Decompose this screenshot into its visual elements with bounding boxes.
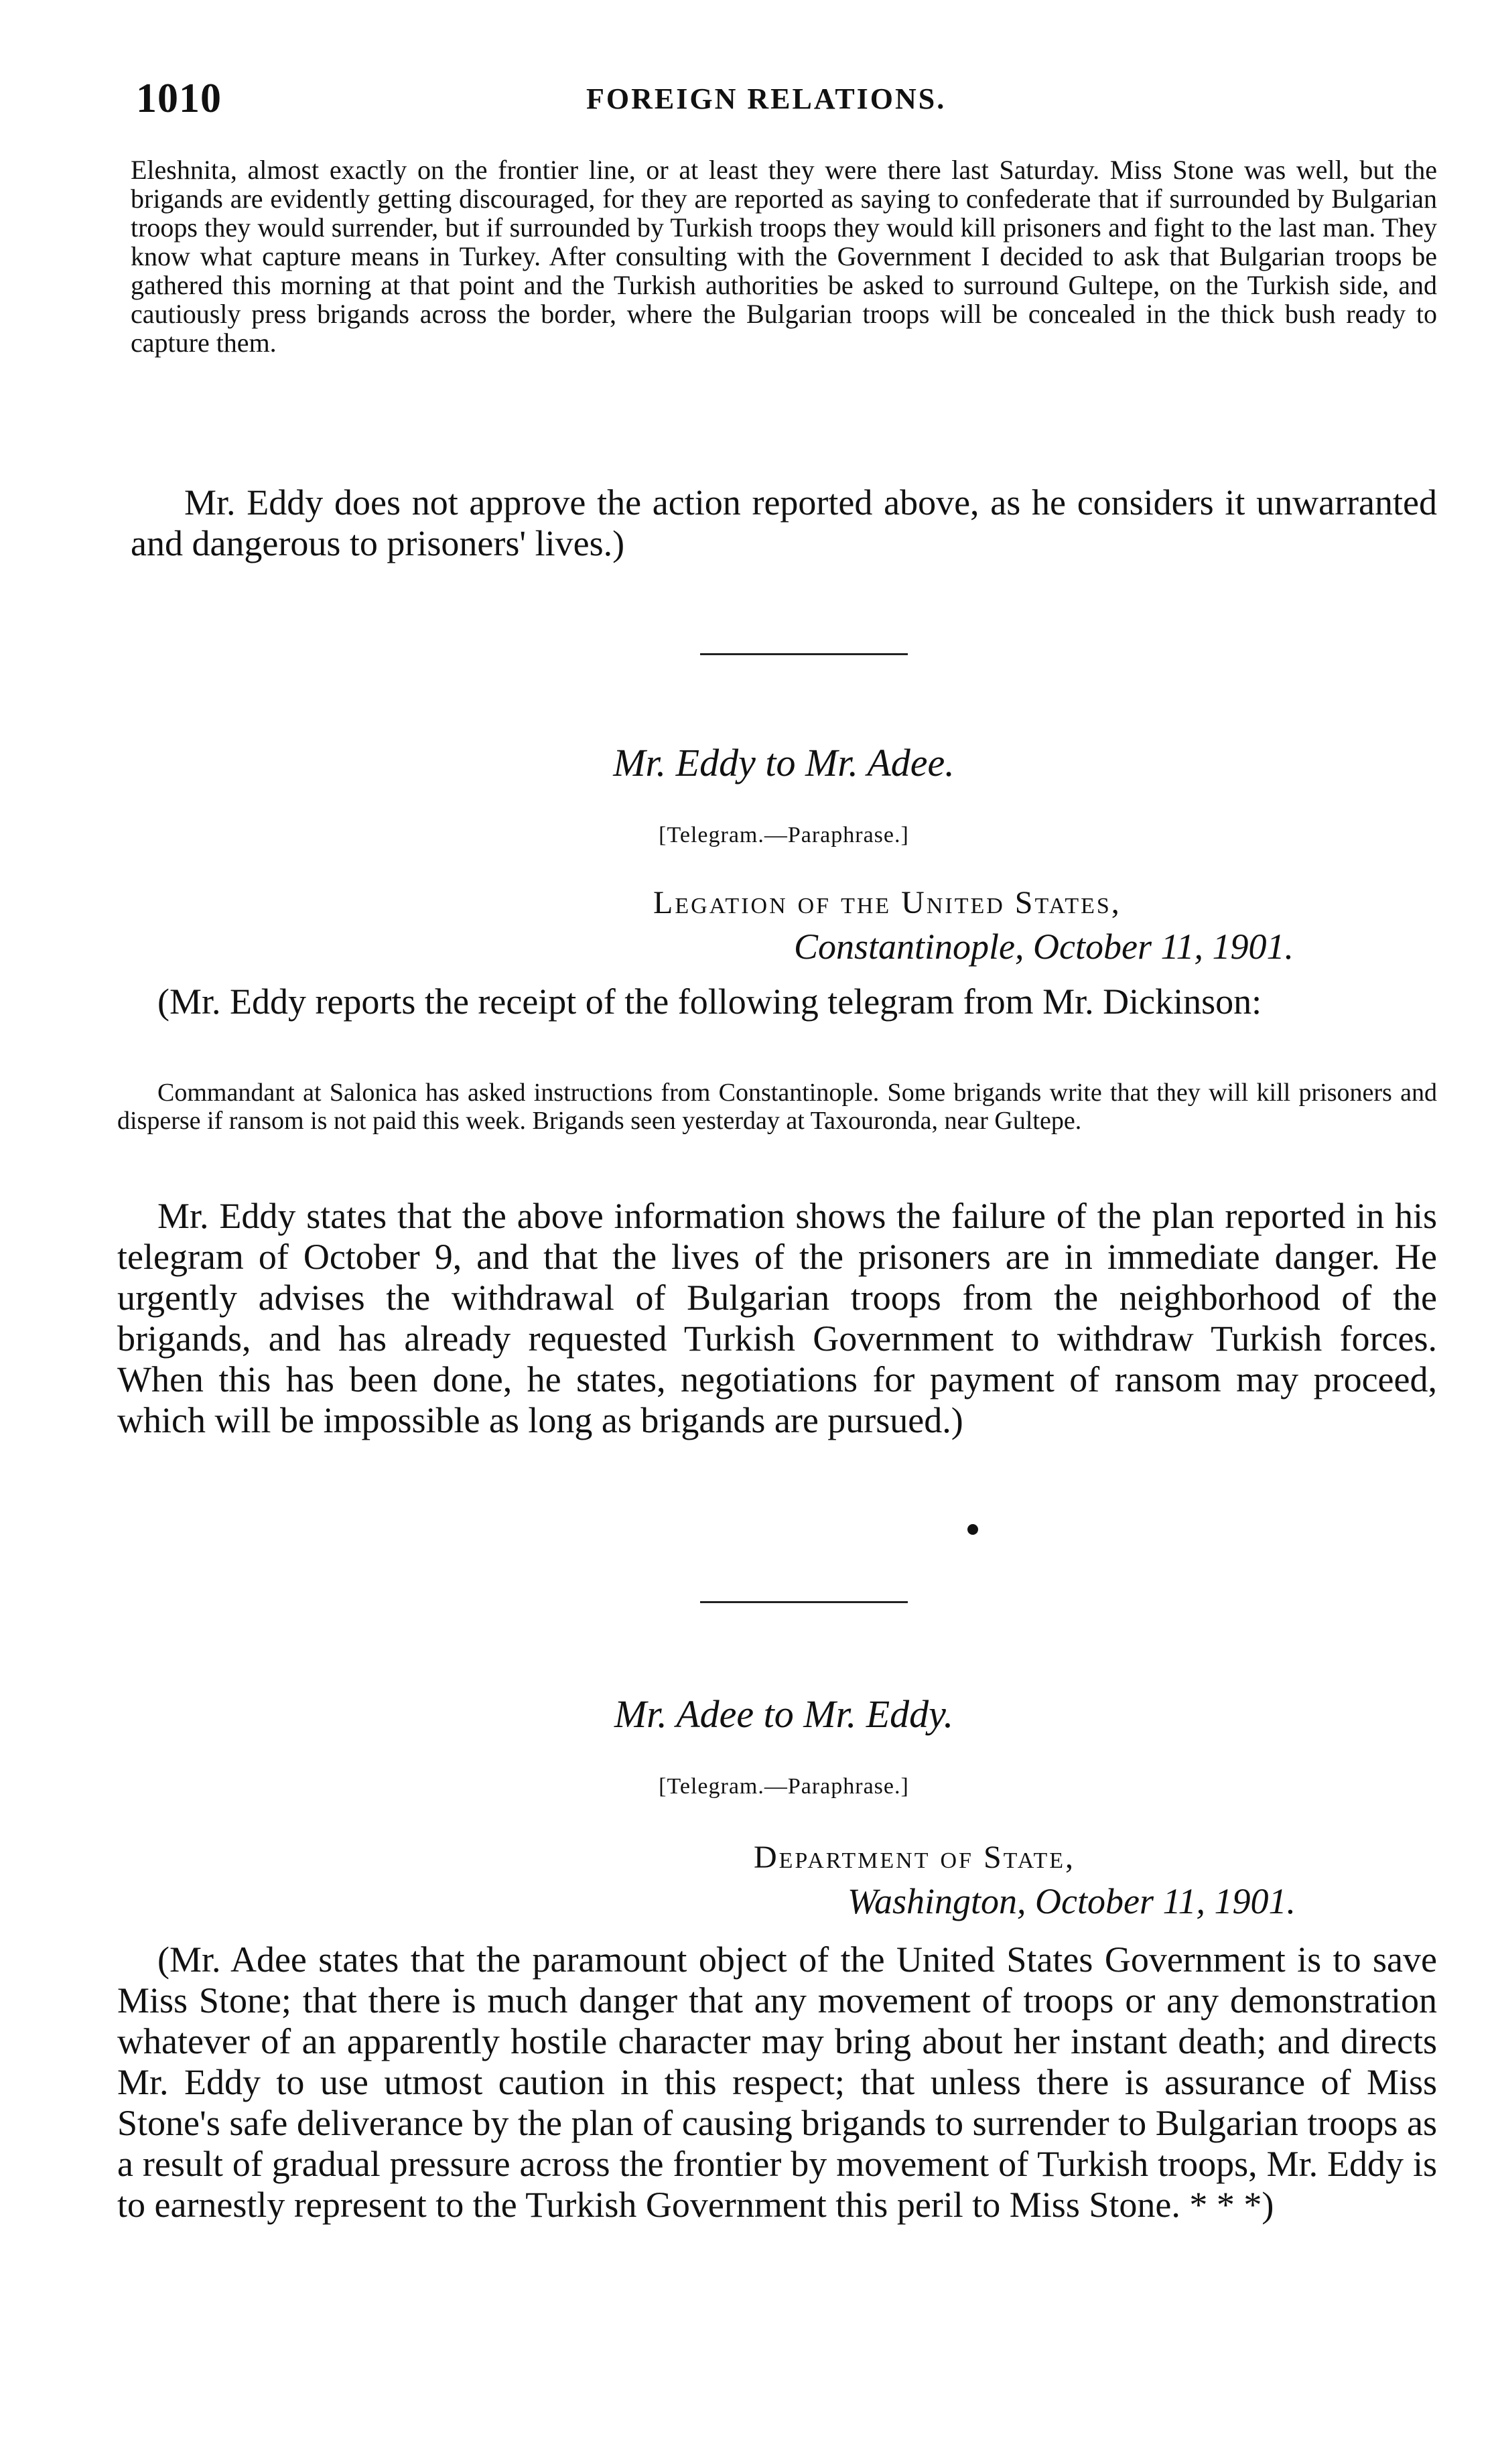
letter2-telegram-note: [Telegram.—Paraphrase.]	[659, 1774, 909, 1799]
letter1-intro-paragraph: (Mr. Eddy reports the receipt of the following telegram from Mr. Dickinson:	[157, 981, 1262, 1022]
letter2-location: Department of State,	[754, 1840, 1076, 1875]
intro-paragraph: Eleshnita, almost exactly on the frontier line, or at least they were there last Saturday. Miss Stone was well, but the brigands are evidently getting discouraged, for they are reported as saying to confederate that if surrounded by Bulgarian troops they would surrender, but if surrounded by Turkish troops they would kill prisoners and fight to the last man. They know what capture means in Turkey. After consulting with the Government I decided to ask that Bulgarian troops be gathered this morning at that point and the Turkish authorities be asked to surround Gultepe, on the Turkish side, and cautiously press brigands across the border, where the Bulgarian troops will be concealed in the thick bush ready to capture them.	[131, 155, 1437, 358]
section-divider	[700, 1601, 908, 1603]
page-number: 1010	[136, 76, 222, 121]
letter1-telegram-note: [Telegram.—Paraphrase.]	[659, 823, 909, 847]
letter1-dateline: Constantinople, October 11, 1901.	[794, 927, 1294, 967]
letter2-body-paragraph: (Mr. Adee states that the paramount object of the United States Government is to save Miss Stone; that there is much danger that any movement of troops or any demonstration whatever of an apparently hostile character may bring about her instant death; and directs Mr. Eddy to use utmost caution in this respect; that unless there is assurance of Miss Stone's safe deliverance by the plan of causing brigands to surrender to Bulgarian troops as a result of gradual pressure across the frontier by movement of Turkish troops, Mr. Eddy is to earnestly represent to the Turkish Government this peril to Miss Stone. * * *)	[117, 1939, 1437, 2225]
letter1-closing-paragraph: Mr. Eddy states that the above information shows the failure of the plan reported in his telegram of October 9, and that the lives of the prisoners are in immediate danger. He urgently advises the withdrawal of Bulgarian troops from the neighborhood of the brigands, and has already requested Turkish Government to withdraw Turkish forces. When this has been done, he states, negotiations for payment of ransom may proceed, which will be impossible as long as brigands are pursued.)	[117, 1196, 1437, 1440]
section-divider	[700, 653, 908, 655]
running-head: FOREIGN RELATIONS.	[586, 82, 947, 115]
letter2-dateline: Washington, October 11, 1901.	[847, 1881, 1296, 1921]
letter1-heading: Mr. Eddy to Mr. Adee.	[613, 741, 955, 784]
stray-mark	[967, 1524, 978, 1535]
letter1-quoted-telegram: Commandant at Salonica has asked instructions from Constantinople. Some brigands write that they will kill prisoners and disperse if ransom is not paid this week. Brigands seen yesterday at Taxouronda, near Gultepe.	[117, 1079, 1437, 1135]
letter2-heading: Mr. Adee to Mr. Eddy.	[614, 1692, 954, 1736]
page-header	[117, 75, 1450, 129]
intro-closing-paragraph: Mr. Eddy does not approve the action reported above, as he considers it unwarranted and dangerous to prisoners' lives.)	[131, 482, 1437, 563]
letter1-location: Legation of the United States,	[653, 885, 1122, 920]
